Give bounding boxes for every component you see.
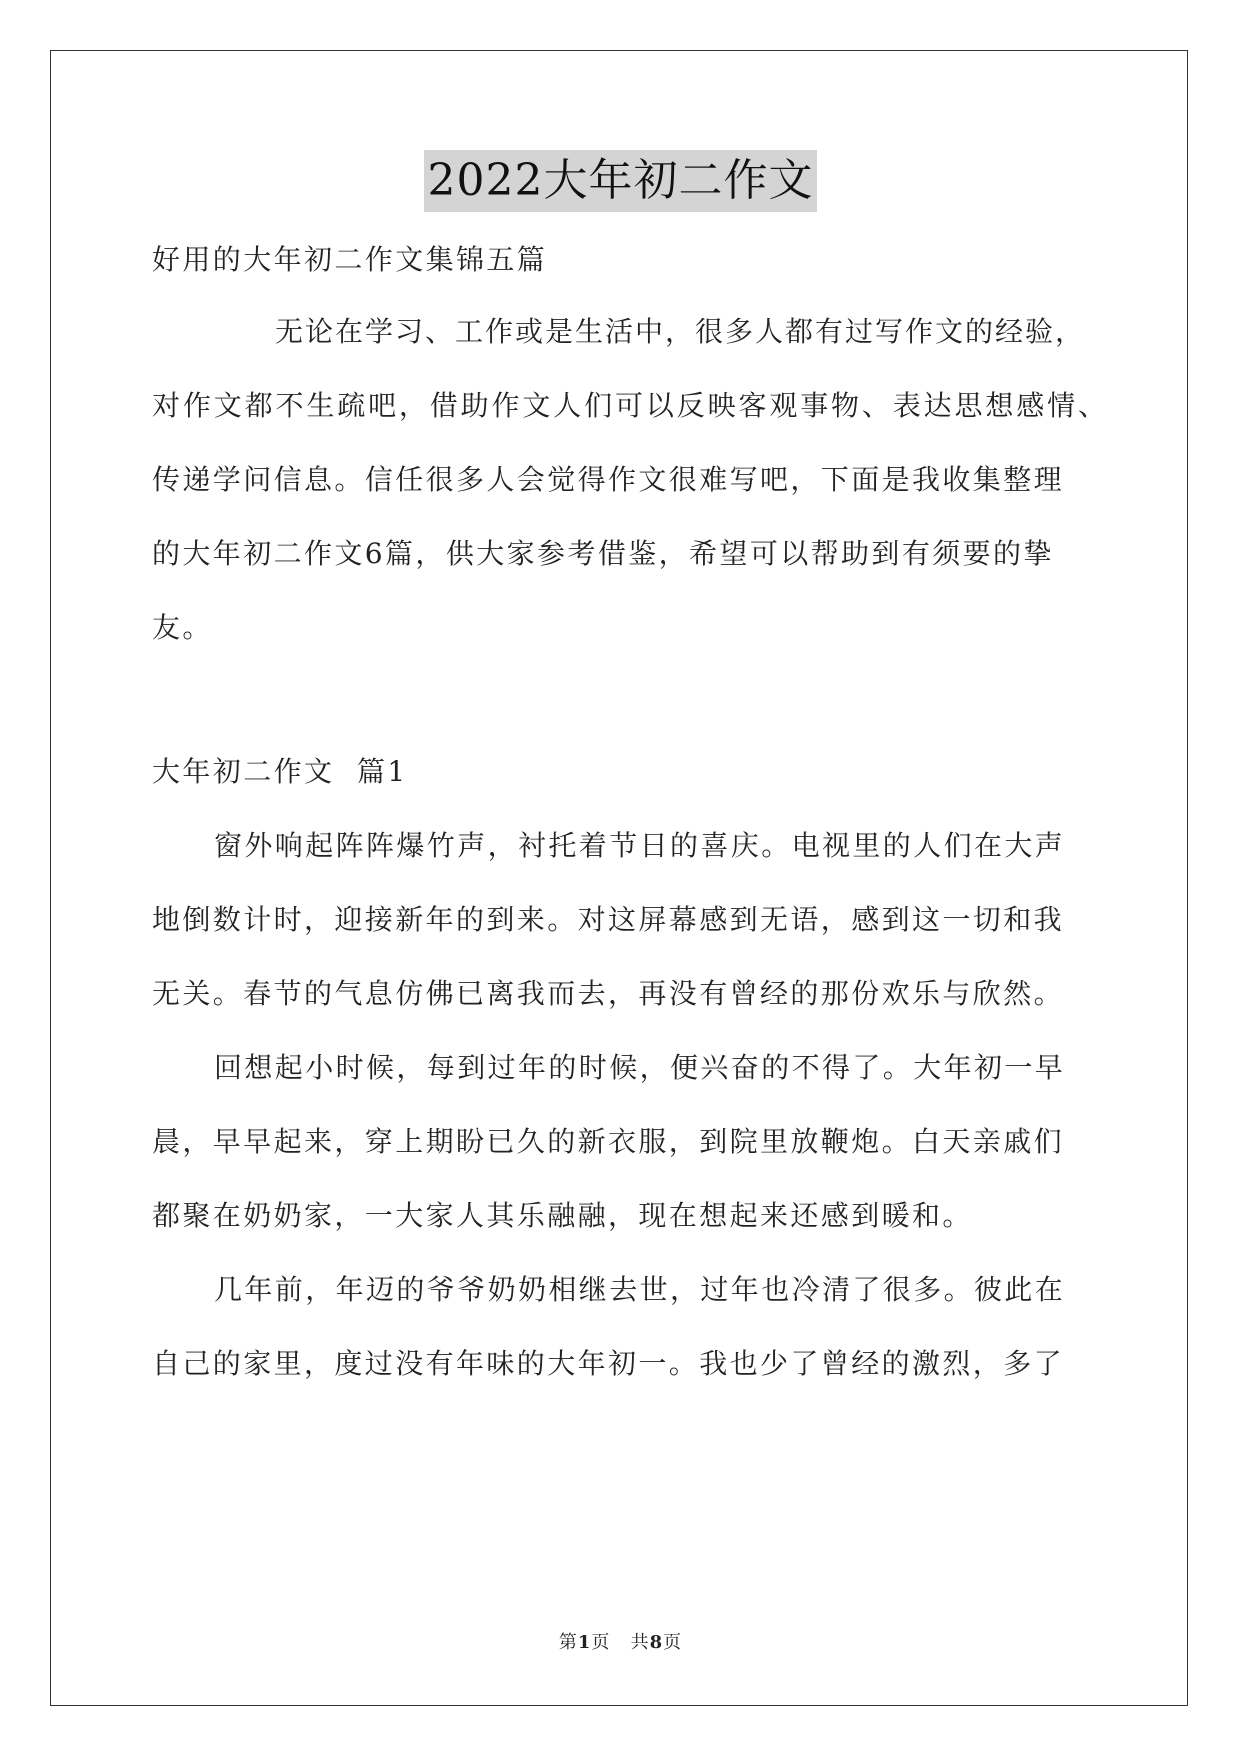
intro-line: 无论在学习、工作或是生活中，很多人都有过写作文的经验，	[275, 315, 1086, 348]
body-line: 地倒数计时，迎接新年的到来。对这屏幕感到无语，感到这一切和我	[152, 903, 1065, 936]
intro-line: 传递学问信息。信任很多人会觉得作文很难写吧，下面是我收集整理	[152, 463, 1065, 496]
body-line: 无关。春节的气息仿佛已离我而去，再没有曾经的那份欢乐与欣然。	[152, 977, 1065, 1010]
footer-page-prefix: 第	[558, 1632, 578, 1653]
body-line: 自己的家里，度过没有年味的大年初一。我也少了曾经的激烈，多了	[152, 1347, 1065, 1380]
intro-line: 对作文都不生疏吧，借助作文人们可以反映客观事物、表达思想感情、	[152, 389, 1107, 422]
page-footer	[0, 1628, 1241, 1654]
footer-page-mid: 页 共	[591, 1632, 650, 1653]
body-line: 都聚在奶奶家，一大家人其乐融融，现在想起来还感到暖和。	[152, 1199, 973, 1232]
footer-page-suffix: 页	[663, 1632, 683, 1653]
title-container	[0, 150, 1241, 212]
footer-total-pages: 8	[649, 1632, 664, 1653]
document-subtitle: 好用的大年初二作文集锦五篇	[152, 243, 548, 276]
intro-line: 的大年初二作文6篇，供大家参考借鉴，希望可以帮助到有须要的挚	[152, 537, 1054, 570]
document-title: 2022大年初二作文	[424, 150, 818, 212]
intro-line: 友。	[152, 611, 213, 644]
body-line: 晨，早早起来，穿上期盼已久的新衣服，到院里放鞭炮。白天亲戚们	[152, 1125, 1065, 1158]
body-line: 几年前，年迈的爷爷奶奶相继去世，过年也冷清了很多。彼此在	[214, 1273, 1066, 1306]
page-border	[50, 50, 1188, 1706]
section-heading: 大年初二作文 篇1	[152, 755, 408, 788]
body-line: 回想起小时候，每到过年的时候，便兴奋的不得了。大年初一早	[214, 1051, 1066, 1084]
footer-page-number: 1	[577, 1632, 592, 1653]
body-line: 窗外响起阵阵爆竹声，衬托着节日的喜庆。电视里的人们在大声	[214, 829, 1066, 862]
